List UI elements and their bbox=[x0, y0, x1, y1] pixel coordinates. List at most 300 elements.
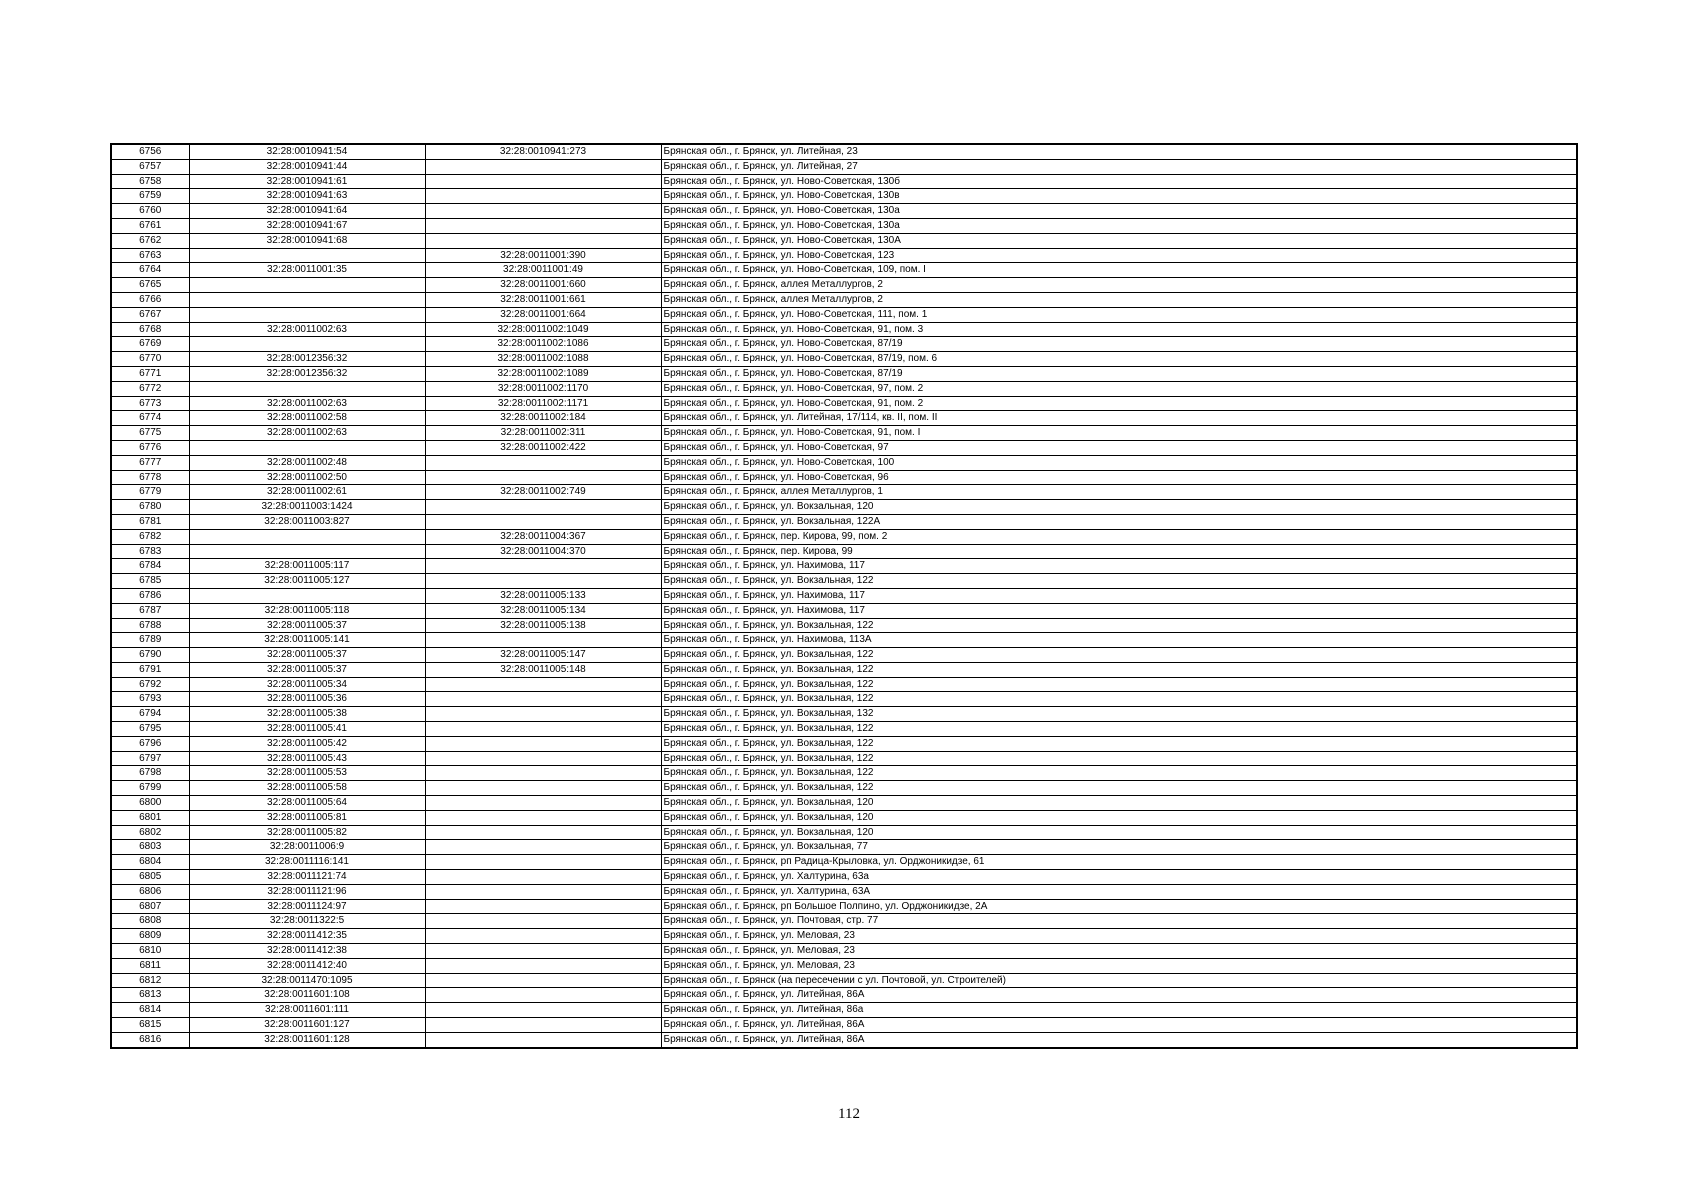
cadastral-number-land-cell: 32:28:0011005:34 bbox=[189, 677, 425, 692]
address-cell: Брянская обл., г. Брянск, ул. Меловая, 23 bbox=[661, 958, 1577, 973]
cadastral-number-object-cell bbox=[425, 574, 661, 589]
address-cell: Брянская обл., г. Брянск, ул. Ново-Советская, 123 bbox=[661, 248, 1577, 263]
cadastral-number-land-cell: 32:28:0011005:41 bbox=[189, 722, 425, 737]
address-cell: Брянская обл., г. Брянск, ул. Ново-Советская, 109, пом. I bbox=[661, 263, 1577, 278]
cadastral-number-land-cell: 32:28:0011002:50 bbox=[189, 470, 425, 485]
address-cell: Брянская обл., г. Брянск, ул. Ново-Советская, 130в bbox=[661, 189, 1577, 204]
cadastral-number-land-cell bbox=[189, 292, 425, 307]
table-row bbox=[111, 840, 1577, 855]
table-row bbox=[111, 292, 1577, 307]
table-row bbox=[111, 929, 1577, 944]
address-cell: Брянская обл., г. Брянск, ул. Вокзальная, 122 bbox=[661, 751, 1577, 766]
cadastral-number-land-cell: 32:28:0010941:44 bbox=[189, 159, 425, 174]
address-cell: Брянская обл., г. Брянск, ул. Литейная, 86А bbox=[661, 988, 1577, 1003]
address-cell: Брянская обл., г. Брянск, ул. Ново-Советская, 87/19 bbox=[661, 366, 1577, 381]
row-number-cell: 6764 bbox=[111, 263, 189, 278]
cadastral-number-object-cell: 32:28:0011001:664 bbox=[425, 307, 661, 322]
cadastral-number-object-cell: 32:28:0011005:148 bbox=[425, 662, 661, 677]
address-cell: Брянская обл., г. Брянск, ул. Меловая, 23 bbox=[661, 944, 1577, 959]
cadastral-number-object-cell bbox=[425, 796, 661, 811]
cadastral-number-land-cell: 32:28:0011005:53 bbox=[189, 766, 425, 781]
cadastral-number-object-cell bbox=[425, 810, 661, 825]
row-number-cell: 6767 bbox=[111, 307, 189, 322]
table-row bbox=[111, 677, 1577, 692]
cadastral-number-land-cell: 32:28:0011005:81 bbox=[189, 810, 425, 825]
cadastral-number-object-cell bbox=[425, 1032, 661, 1047]
cadastral-number-object-cell: 32:28:0011004:370 bbox=[425, 544, 661, 559]
address-cell: Брянская обл., г. Брянск, ул. Вокзальная, 77 bbox=[661, 840, 1577, 855]
cadastral-number-object-cell bbox=[425, 884, 661, 899]
table-row bbox=[111, 189, 1577, 204]
row-number-cell: 6795 bbox=[111, 722, 189, 737]
cadastral-number-land-cell: 32:28:0011005:36 bbox=[189, 692, 425, 707]
row-number-cell: 6774 bbox=[111, 411, 189, 426]
cadastral-number-land-cell: 32:28:0011002:63 bbox=[189, 396, 425, 411]
address-cell: Брянская обл., г. Брянск, ул. Меловая, 23 bbox=[661, 929, 1577, 944]
address-cell: Брянская обл., г. Брянск, ул. Нахимова, 113А bbox=[661, 633, 1577, 648]
address-cell: Брянская обл., г. Брянск, ул. Вокзальная, 132 bbox=[661, 707, 1577, 722]
cadastral-number-land-cell: 32:28:0011005:37 bbox=[189, 648, 425, 663]
row-number-cell: 6770 bbox=[111, 352, 189, 367]
row-number-cell: 6801 bbox=[111, 810, 189, 825]
row-number-cell: 6775 bbox=[111, 426, 189, 441]
address-cell: Брянская обл., г. Брянск, аллея Металлургов, 1 bbox=[661, 485, 1577, 500]
row-number-cell: 6812 bbox=[111, 973, 189, 988]
row-number-cell: 6784 bbox=[111, 559, 189, 574]
table-row bbox=[111, 144, 1577, 159]
table-row bbox=[111, 1018, 1577, 1033]
row-number-cell: 6797 bbox=[111, 751, 189, 766]
address-cell: Брянская обл., г. Брянск, пер. Кирова, 99 bbox=[661, 544, 1577, 559]
table-row bbox=[111, 1003, 1577, 1018]
table-row bbox=[111, 781, 1577, 796]
cadastral-number-land-cell: 32:28:0011601:108 bbox=[189, 988, 425, 1003]
address-cell: Брянская обл., г. Брянск, ул. Вокзальная, 122 bbox=[661, 692, 1577, 707]
row-number-cell: 6758 bbox=[111, 174, 189, 189]
cadastral-number-object-cell: 32:28:0011002:311 bbox=[425, 426, 661, 441]
cadastral-number-land-cell bbox=[189, 248, 425, 263]
cadastral-number-land-cell: 32:28:0011121:96 bbox=[189, 884, 425, 899]
cadastral-number-object-cell: 32:28:0011002:1170 bbox=[425, 381, 661, 396]
row-number-cell: 6760 bbox=[111, 204, 189, 219]
row-number-cell: 6771 bbox=[111, 366, 189, 381]
row-number-cell: 6800 bbox=[111, 796, 189, 811]
table-row bbox=[111, 337, 1577, 352]
cadastral-number-object-cell: 32:28:0011002:1086 bbox=[425, 337, 661, 352]
table-row bbox=[111, 944, 1577, 959]
row-number-cell: 6798 bbox=[111, 766, 189, 781]
address-cell: Брянская обл., г. Брянск, ул. Вокзальная, 122 bbox=[661, 722, 1577, 737]
row-number-cell: 6804 bbox=[111, 855, 189, 870]
cadastral-number-land-cell: 32:28:0011601:111 bbox=[189, 1003, 425, 1018]
table-row bbox=[111, 1032, 1577, 1047]
row-number-cell: 6793 bbox=[111, 692, 189, 707]
address-cell: Брянская обл., г. Брянск, ул. Ново-Советская, 111, пом. 1 bbox=[661, 307, 1577, 322]
table-row bbox=[111, 810, 1577, 825]
table-row bbox=[111, 692, 1577, 707]
address-cell: Брянская обл., г. Брянск, ул. Ново-Советская, 97 bbox=[661, 440, 1577, 455]
address-cell: Брянская обл., г. Брянск, ул. Почтовая, стр. 77 bbox=[661, 914, 1577, 929]
table-row bbox=[111, 751, 1577, 766]
cadastral-number-land-cell: 32:28:0011005:43 bbox=[189, 751, 425, 766]
address-cell: Брянская обл., г. Брянск, ул. Нахимова, 117 bbox=[661, 588, 1577, 603]
cadastral-number-object-cell: 32:28:0011001:390 bbox=[425, 248, 661, 263]
cadastral-number-land-cell: 32:28:0010941:54 bbox=[189, 144, 425, 159]
table-row bbox=[111, 603, 1577, 618]
address-cell: Брянская обл., г. Брянск, ул. Ново-Советская, 130б bbox=[661, 174, 1577, 189]
row-number-cell: 6765 bbox=[111, 278, 189, 293]
address-cell: Брянская обл., г. Брянск, ул. Вокзальная, 120 bbox=[661, 825, 1577, 840]
cadastral-number-object-cell bbox=[425, 973, 661, 988]
table-row bbox=[111, 870, 1577, 885]
address-cell: Брянская обл., г. Брянск, аллея Металлургов, 2 bbox=[661, 278, 1577, 293]
row-number-cell: 6808 bbox=[111, 914, 189, 929]
address-cell: Брянская обл., г. Брянск, рп Большое Полпино, ул. Орджоникидзе, 2А bbox=[661, 899, 1577, 914]
cadastral-number-land-cell bbox=[189, 529, 425, 544]
row-number-cell: 6766 bbox=[111, 292, 189, 307]
table-row bbox=[111, 618, 1577, 633]
cadastral-number-land-cell: 32:28:0010941:64 bbox=[189, 204, 425, 219]
address-cell: Брянская обл., г. Брянск, ул. Вокзальная, 122 bbox=[661, 618, 1577, 633]
cadastral-number-land-cell bbox=[189, 307, 425, 322]
table-row bbox=[111, 825, 1577, 840]
cadastral-number-object-cell bbox=[425, 159, 661, 174]
table-row bbox=[111, 544, 1577, 559]
address-cell: Брянская обл., г. Брянск, пер. Кирова, 99, пом. 2 bbox=[661, 529, 1577, 544]
table-row bbox=[111, 278, 1577, 293]
cadastral-number-land-cell: 32:28:0011121:74 bbox=[189, 870, 425, 885]
cadastral-number-object-cell: 32:28:0010941:273 bbox=[425, 144, 661, 159]
cadastral-number-land-cell: 32:28:0011601:127 bbox=[189, 1018, 425, 1033]
cadastral-number-object-cell bbox=[425, 914, 661, 929]
row-number-cell: 6790 bbox=[111, 648, 189, 663]
address-cell: Брянская обл., г. Брянск, ул. Ново-Советская, 91, пом. 2 bbox=[661, 396, 1577, 411]
table-row bbox=[111, 736, 1577, 751]
table-row bbox=[111, 411, 1577, 426]
row-number-cell: 6792 bbox=[111, 677, 189, 692]
address-cell: Брянская обл., г. Брянск, ул. Ново-Советская, 91, пом. 3 bbox=[661, 322, 1577, 337]
row-number-cell: 6807 bbox=[111, 899, 189, 914]
row-number-cell: 6806 bbox=[111, 884, 189, 899]
table-row bbox=[111, 899, 1577, 914]
address-cell: Брянская обл., г. Брянск, ул. Вокзальная, 122А bbox=[661, 514, 1577, 529]
cadastral-number-object-cell bbox=[425, 1003, 661, 1018]
cadastral-number-object-cell bbox=[425, 870, 661, 885]
address-cell: Брянская обл., г. Брянск (на пересечении с ул. Почтовой, ул. Строителей) bbox=[661, 973, 1577, 988]
row-number-cell: 6769 bbox=[111, 337, 189, 352]
address-cell: Брянская обл., г. Брянск, ул. Ново-Советская, 100 bbox=[661, 455, 1577, 470]
cadastral-number-land-cell: 32:28:0012356:32 bbox=[189, 366, 425, 381]
address-cell: Брянская обл., г. Брянск, ул. Вокзальная, 122 bbox=[661, 766, 1577, 781]
row-number-cell: 6783 bbox=[111, 544, 189, 559]
cadastral-number-object-cell bbox=[425, 514, 661, 529]
table-row bbox=[111, 914, 1577, 929]
cadastral-number-land-cell: 32:28:0011124:97 bbox=[189, 899, 425, 914]
address-cell: Брянская обл., г. Брянск, ул. Литейная, 23 bbox=[661, 144, 1577, 159]
table-row bbox=[111, 588, 1577, 603]
cadastral-number-object-cell: 32:28:0011002:1089 bbox=[425, 366, 661, 381]
row-number-cell: 6809 bbox=[111, 929, 189, 944]
address-cell: Брянская обл., г. Брянск, ул. Литейная, 86А bbox=[661, 1032, 1577, 1047]
cadastral-number-object-cell bbox=[425, 559, 661, 574]
cadastral-number-land-cell: 32:28:0011470:1095 bbox=[189, 973, 425, 988]
row-number-cell: 6787 bbox=[111, 603, 189, 618]
table-row bbox=[111, 514, 1577, 529]
cadastral-number-land-cell bbox=[189, 381, 425, 396]
address-cell: Брянская обл., г. Брянск, аллея Металлургов, 2 bbox=[661, 292, 1577, 307]
cadastral-number-object-cell bbox=[425, 1018, 661, 1033]
cadastral-number-object-cell: 32:28:0011002:1088 bbox=[425, 352, 661, 367]
cadastral-number-object-cell: 32:28:0011004:367 bbox=[425, 529, 661, 544]
cadastral-number-land-cell: 32:28:0010941:68 bbox=[189, 233, 425, 248]
cadastral-number-land-cell: 32:28:0011006:9 bbox=[189, 840, 425, 855]
row-number-cell: 6772 bbox=[111, 381, 189, 396]
cadastral-number-land-cell: 32:28:0011005:82 bbox=[189, 825, 425, 840]
table-row bbox=[111, 988, 1577, 1003]
cadastral-number-land-cell: 32:28:0011412:38 bbox=[189, 944, 425, 959]
table-row bbox=[111, 796, 1577, 811]
cadastral-number-object-cell bbox=[425, 470, 661, 485]
table-row bbox=[111, 707, 1577, 722]
cadastral-number-land-cell: 32:28:0011002:63 bbox=[189, 426, 425, 441]
cadastral-number-object-cell bbox=[425, 233, 661, 248]
cadastral-number-land-cell bbox=[189, 440, 425, 455]
address-cell: Брянская обл., г. Брянск, ул. Ново-Советская, 96 bbox=[661, 470, 1577, 485]
cadastral-number-land-cell: 32:28:0011412:35 bbox=[189, 929, 425, 944]
row-number-cell: 6786 bbox=[111, 588, 189, 603]
row-number-cell: 6791 bbox=[111, 662, 189, 677]
cadastral-number-object-cell: 32:28:0011005:133 bbox=[425, 588, 661, 603]
cadastral-number-object-cell bbox=[425, 944, 661, 959]
cadastral-number-object-cell: 32:28:0011002:1171 bbox=[425, 396, 661, 411]
table-row bbox=[111, 307, 1577, 322]
row-number-cell: 6788 bbox=[111, 618, 189, 633]
cadastral-number-object-cell bbox=[425, 692, 661, 707]
address-cell: Брянская обл., г. Брянск, ул. Вокзальная, 122 bbox=[661, 781, 1577, 796]
cadastral-number-land-cell: 32:28:0011412:40 bbox=[189, 958, 425, 973]
table-row bbox=[111, 766, 1577, 781]
cadastral-number-object-cell bbox=[425, 500, 661, 515]
cadastral-number-object-cell bbox=[425, 722, 661, 737]
cadastral-number-land-cell: 32:28:0011601:128 bbox=[189, 1032, 425, 1047]
row-number-cell: 6761 bbox=[111, 218, 189, 233]
cadastral-number-object-cell bbox=[425, 455, 661, 470]
cadastral-number-object-cell: 32:28:0011005:134 bbox=[425, 603, 661, 618]
cadastral-number-land-cell: 32:28:0011005:58 bbox=[189, 781, 425, 796]
table-row bbox=[111, 366, 1577, 381]
cadastral-number-land-cell: 32:28:0011002:61 bbox=[189, 485, 425, 500]
cadastral-number-object-cell bbox=[425, 781, 661, 796]
cadastral-number-land-cell: 32:28:0011002:63 bbox=[189, 322, 425, 337]
cadastral-number-object-cell bbox=[425, 218, 661, 233]
cadastral-number-object-cell: 32:28:0011002:184 bbox=[425, 411, 661, 426]
cadastral-number-object-cell bbox=[425, 189, 661, 204]
address-cell: Брянская обл., г. Брянск, ул. Вокзальная, 120 bbox=[661, 796, 1577, 811]
cadastral-number-land-cell: 32:28:0011002:48 bbox=[189, 455, 425, 470]
table-row bbox=[111, 204, 1577, 219]
table-row bbox=[111, 559, 1577, 574]
cadastral-number-land-cell: 32:28:0011005:141 bbox=[189, 633, 425, 648]
table-row bbox=[111, 662, 1577, 677]
table-row bbox=[111, 440, 1577, 455]
registry-table bbox=[110, 143, 1578, 1049]
table-row bbox=[111, 633, 1577, 648]
row-number-cell: 6781 bbox=[111, 514, 189, 529]
table-row bbox=[111, 722, 1577, 737]
table-row bbox=[111, 218, 1577, 233]
row-number-cell: 6756 bbox=[111, 144, 189, 159]
table-row bbox=[111, 426, 1577, 441]
cadastral-number-land-cell: 32:28:0011005:127 bbox=[189, 574, 425, 589]
registry-table-body bbox=[111, 144, 1577, 1048]
row-number-cell: 6759 bbox=[111, 189, 189, 204]
table-row bbox=[111, 574, 1577, 589]
row-number-cell: 6799 bbox=[111, 781, 189, 796]
cadastral-number-object-cell bbox=[425, 855, 661, 870]
row-number-cell: 6805 bbox=[111, 870, 189, 885]
address-cell: Брянская обл., г. Брянск, ул. Ново-Советская, 87/19 bbox=[661, 337, 1577, 352]
table-row bbox=[111, 855, 1577, 870]
cadastral-number-object-cell bbox=[425, 825, 661, 840]
row-number-cell: 6763 bbox=[111, 248, 189, 263]
cadastral-number-object-cell bbox=[425, 899, 661, 914]
cadastral-number-object-cell bbox=[425, 677, 661, 692]
row-number-cell: 6810 bbox=[111, 944, 189, 959]
cadastral-number-land-cell: 32:28:0010941:61 bbox=[189, 174, 425, 189]
table-row bbox=[111, 485, 1577, 500]
cadastral-number-land-cell: 32:28:0011002:58 bbox=[189, 411, 425, 426]
address-cell: Брянская обл., г. Брянск, ул. Литейная, 17/114, кв. II, пом. II bbox=[661, 411, 1577, 426]
table-row bbox=[111, 381, 1577, 396]
address-cell: Брянская обл., г. Брянск, ул. Ново-Советская, 130а bbox=[661, 218, 1577, 233]
cadastral-number-land-cell: 32:28:0011005:64 bbox=[189, 796, 425, 811]
table-row bbox=[111, 470, 1577, 485]
address-cell: Брянская обл., г. Брянск, ул. Ново-Советская, 97, пом. 2 bbox=[661, 381, 1577, 396]
table-row bbox=[111, 174, 1577, 189]
address-cell: Брянская обл., г. Брянск, ул. Вокзальная, 122 bbox=[661, 648, 1577, 663]
row-number-cell: 6815 bbox=[111, 1018, 189, 1033]
row-number-cell: 6803 bbox=[111, 840, 189, 855]
address-cell: Брянская обл., г. Брянск, ул. Вокзальная, 122 bbox=[661, 574, 1577, 589]
table-row bbox=[111, 396, 1577, 411]
address-cell: Брянская обл., г. Брянск, ул. Ново-Советская, 91, пом. I bbox=[661, 426, 1577, 441]
row-number-cell: 6802 bbox=[111, 825, 189, 840]
table-row bbox=[111, 648, 1577, 663]
row-number-cell: 6776 bbox=[111, 440, 189, 455]
cadastral-number-object-cell bbox=[425, 751, 661, 766]
row-number-cell: 6796 bbox=[111, 736, 189, 751]
table-row bbox=[111, 352, 1577, 367]
cadastral-number-land-cell bbox=[189, 588, 425, 603]
cadastral-number-object-cell: 32:28:0011002:422 bbox=[425, 440, 661, 455]
address-cell: Брянская обл., г. Брянск, ул. Вокзальная, 122 bbox=[661, 736, 1577, 751]
cadastral-number-land-cell: 32:28:0011005:42 bbox=[189, 736, 425, 751]
row-number-cell: 6778 bbox=[111, 470, 189, 485]
address-cell: Брянская обл., г. Брянск, ул. Вокзальная, 122 bbox=[661, 662, 1577, 677]
address-cell: Брянская обл., г. Брянск, ул. Халтурина, 63а bbox=[661, 870, 1577, 885]
table-row bbox=[111, 233, 1577, 248]
cadastral-number-object-cell bbox=[425, 707, 661, 722]
cadastral-number-land-cell: 32:28:0011005:117 bbox=[189, 559, 425, 574]
address-cell: Брянская обл., г. Брянск, рп Радица-Крыловка, ул. Орджоникидзе, 61 bbox=[661, 855, 1577, 870]
row-number-cell: 6762 bbox=[111, 233, 189, 248]
cadastral-number-land-cell: 32:28:0011003:1424 bbox=[189, 500, 425, 515]
table-row bbox=[111, 500, 1577, 515]
cadastral-number-object-cell bbox=[425, 840, 661, 855]
table-row bbox=[111, 263, 1577, 278]
cadastral-number-land-cell: 32:28:0011003:827 bbox=[189, 514, 425, 529]
cadastral-number-object-cell bbox=[425, 958, 661, 973]
address-cell: Брянская обл., г. Брянск, ул. Ново-Советская, 130А bbox=[661, 233, 1577, 248]
address-cell: Брянская обл., г. Брянск, ул. Нахимова, 117 bbox=[661, 603, 1577, 618]
cadastral-number-object-cell bbox=[425, 766, 661, 781]
cadastral-number-land-cell: 32:28:0011005:118 bbox=[189, 603, 425, 618]
cadastral-number-object-cell: 32:28:0011001:49 bbox=[425, 263, 661, 278]
address-cell: Брянская обл., г. Брянск, ул. Литейная, 27 bbox=[661, 159, 1577, 174]
table-row bbox=[111, 322, 1577, 337]
table-row bbox=[111, 455, 1577, 470]
row-number-cell: 6785 bbox=[111, 574, 189, 589]
table-row bbox=[111, 248, 1577, 263]
cadastral-number-land-cell: 32:28:0010941:67 bbox=[189, 218, 425, 233]
page-number: 112 bbox=[838, 1106, 860, 1122]
cadastral-number-land-cell bbox=[189, 278, 425, 293]
cadastral-number-land-cell: 32:28:0012356:32 bbox=[189, 352, 425, 367]
cadastral-number-land-cell: 32:28:0011322:5 bbox=[189, 914, 425, 929]
address-cell: Брянская обл., г. Брянск, ул. Вокзальная, 120 bbox=[661, 810, 1577, 825]
cadastral-number-land-cell: 32:28:0011005:38 bbox=[189, 707, 425, 722]
row-number-cell: 6811 bbox=[111, 958, 189, 973]
cadastral-number-object-cell: 32:28:0011002:1049 bbox=[425, 322, 661, 337]
cadastral-number-land-cell: 32:28:0011005:37 bbox=[189, 662, 425, 677]
row-number-cell: 6789 bbox=[111, 633, 189, 648]
cadastral-number-object-cell bbox=[425, 736, 661, 751]
table-row bbox=[111, 159, 1577, 174]
cadastral-number-land-cell: 32:28:0010941:63 bbox=[189, 189, 425, 204]
table-row bbox=[111, 973, 1577, 988]
row-number-cell: 6773 bbox=[111, 396, 189, 411]
row-number-cell: 6777 bbox=[111, 455, 189, 470]
cadastral-number-land-cell: 32:28:0011001:35 bbox=[189, 263, 425, 278]
row-number-cell: 6816 bbox=[111, 1032, 189, 1047]
table-row bbox=[111, 958, 1577, 973]
row-number-cell: 6813 bbox=[111, 988, 189, 1003]
row-number-cell: 6782 bbox=[111, 529, 189, 544]
row-number-cell: 6794 bbox=[111, 707, 189, 722]
address-cell: Брянская обл., г. Брянск, ул. Литейная, 86А bbox=[661, 1018, 1577, 1033]
row-number-cell: 6814 bbox=[111, 1003, 189, 1018]
address-cell: Брянская обл., г. Брянск, ул. Вокзальная, 122 bbox=[661, 677, 1577, 692]
cadastral-number-object-cell: 32:28:0011005:138 bbox=[425, 618, 661, 633]
cadastral-number-object-cell bbox=[425, 988, 661, 1003]
row-number-cell: 6779 bbox=[111, 485, 189, 500]
row-number-cell: 6757 bbox=[111, 159, 189, 174]
cadastral-number-object-cell: 32:28:0011002:749 bbox=[425, 485, 661, 500]
address-cell: Брянская обл., г. Брянск, ул. Нахимова, 117 bbox=[661, 559, 1577, 574]
cadastral-number-object-cell bbox=[425, 174, 661, 189]
address-cell: Брянская обл., г. Брянск, ул. Халтурина, 63А bbox=[661, 884, 1577, 899]
address-cell: Брянская обл., г. Брянск, ул. Литейная, 86а bbox=[661, 1003, 1577, 1018]
cadastral-number-land-cell: 32:28:0011116:141 bbox=[189, 855, 425, 870]
cadastral-number-object-cell bbox=[425, 633, 661, 648]
cadastral-number-object-cell bbox=[425, 204, 661, 219]
cadastral-number-object-cell: 32:28:0011005:147 bbox=[425, 648, 661, 663]
table-row bbox=[111, 529, 1577, 544]
cadastral-number-object-cell: 32:28:0011001:660 bbox=[425, 278, 661, 293]
row-number-cell: 6780 bbox=[111, 500, 189, 515]
address-cell: Брянская обл., г. Брянск, ул. Вокзальная, 120 bbox=[661, 500, 1577, 515]
cadastral-number-object-cell: 32:28:0011001:661 bbox=[425, 292, 661, 307]
